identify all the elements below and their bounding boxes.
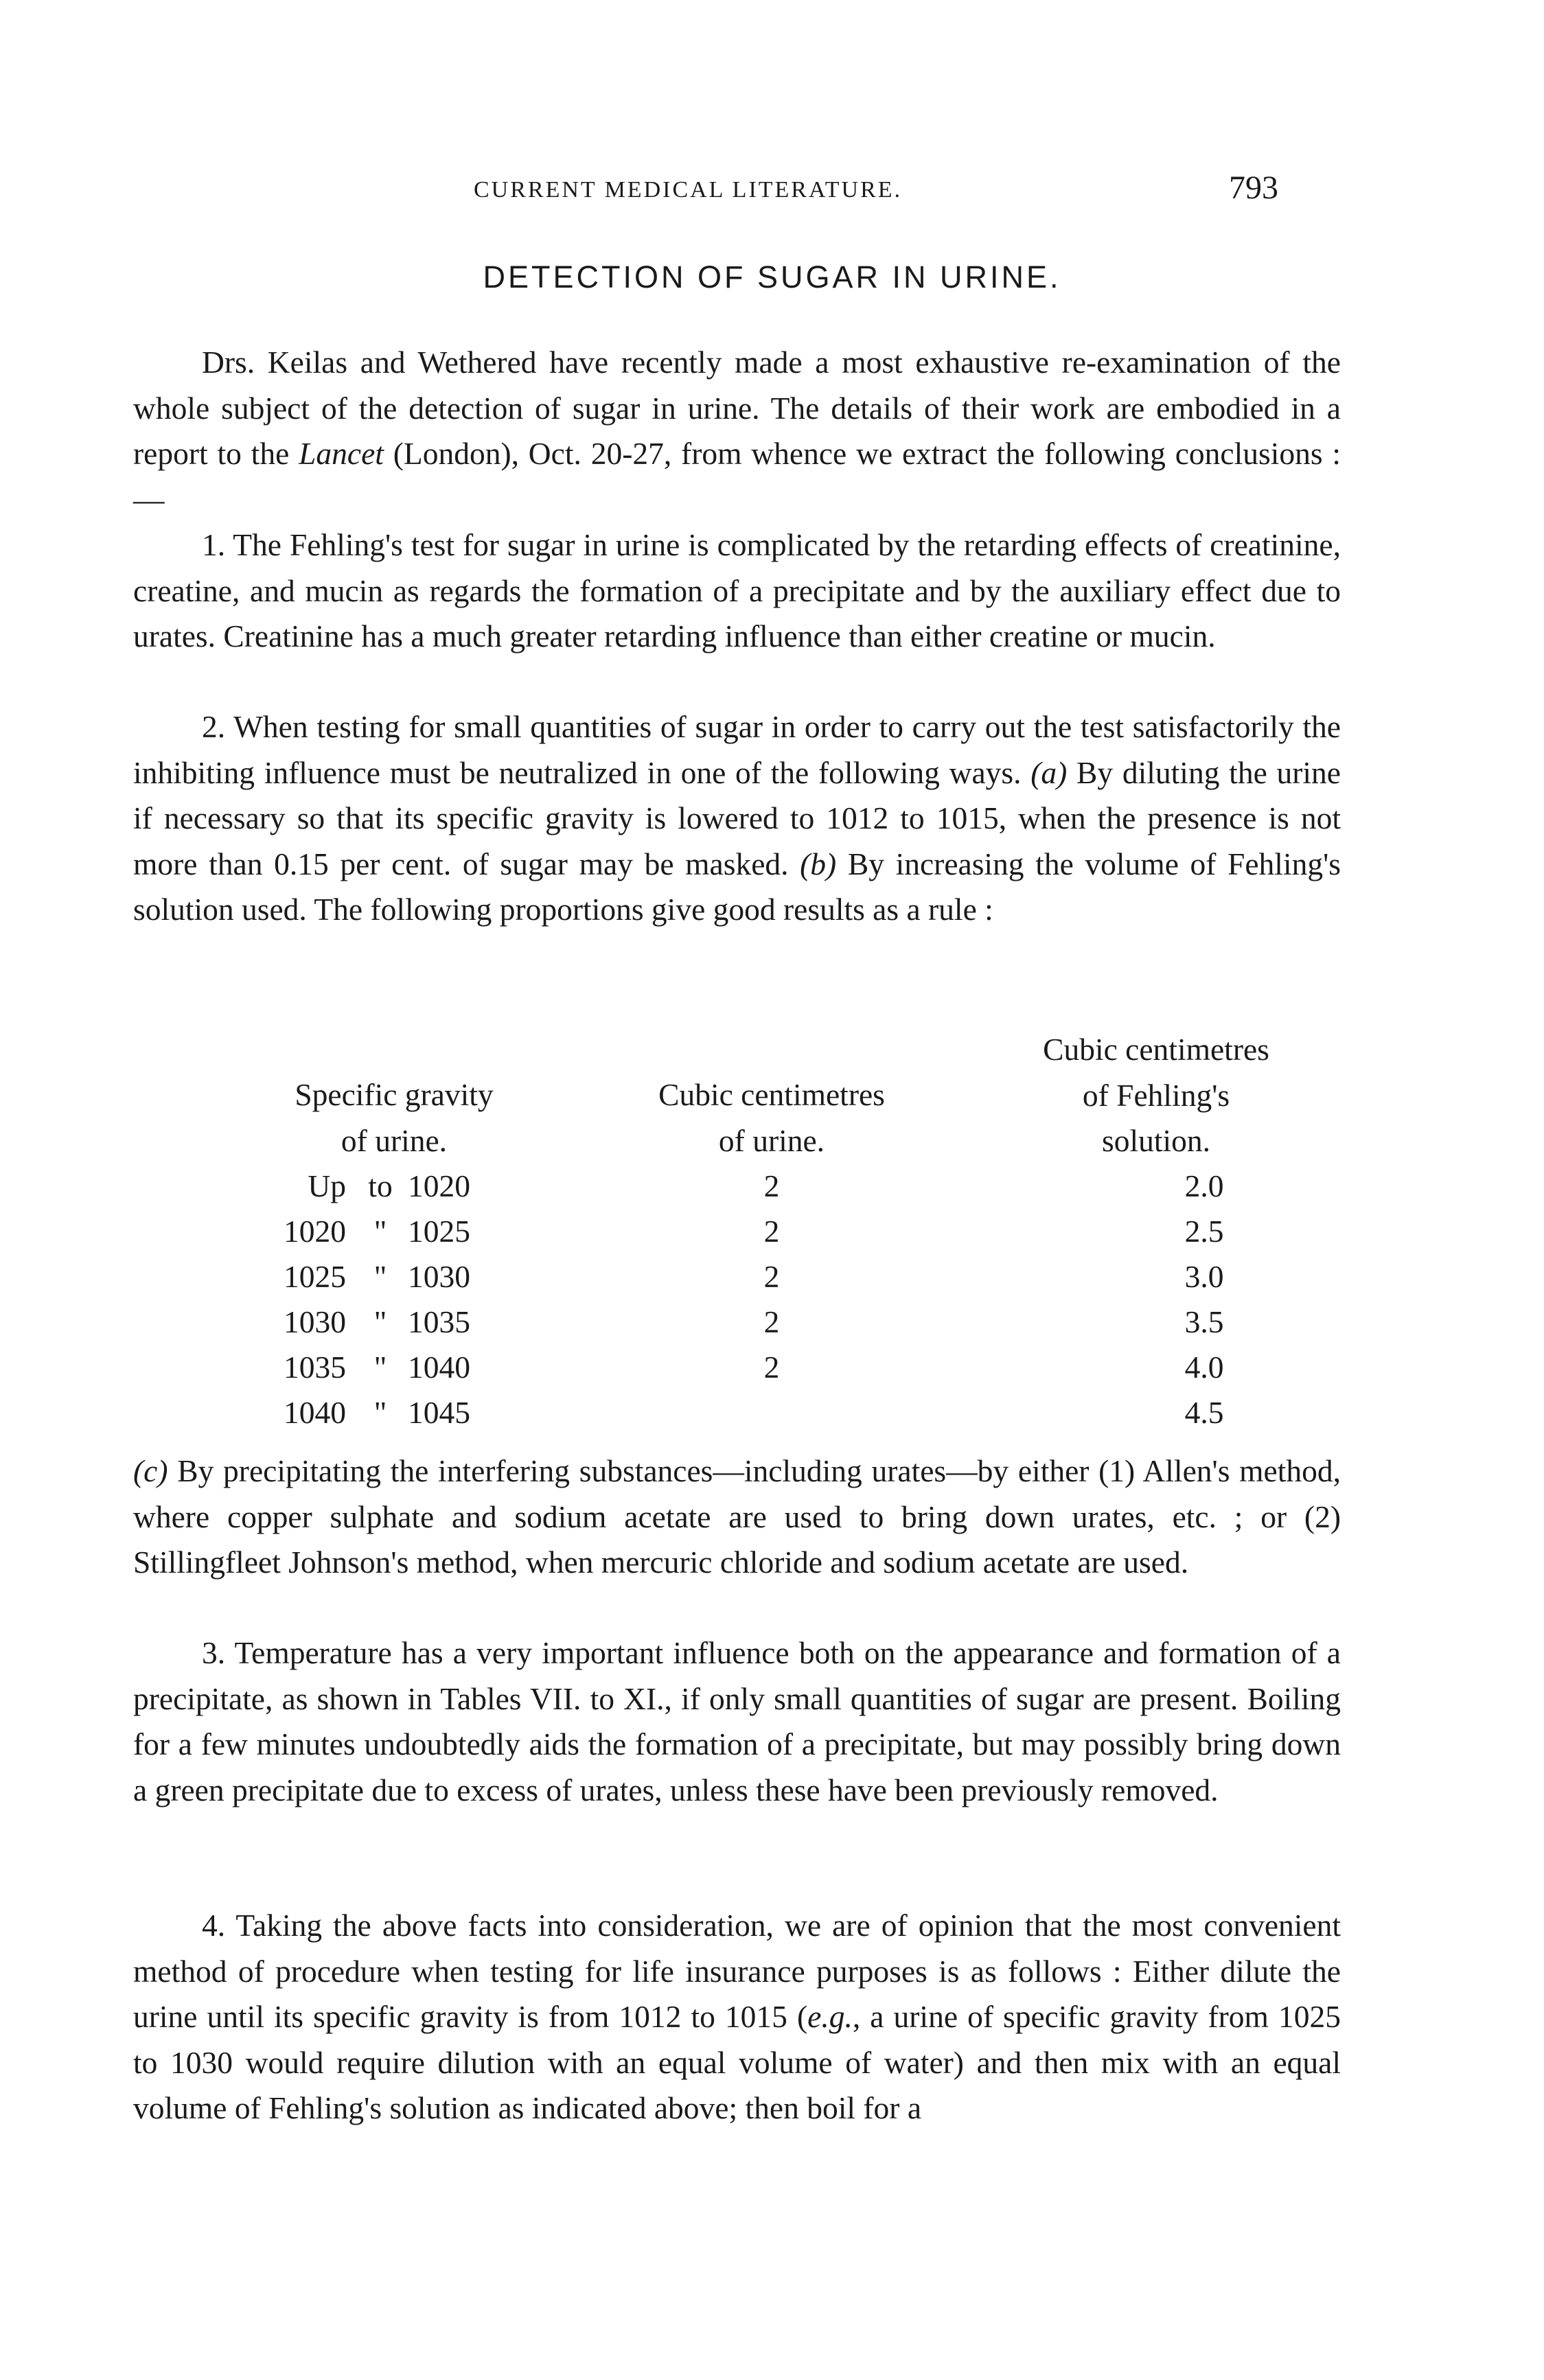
header-cc-urine: [614, 1072, 930, 1164]
conclusion-3: 3. Temperature has a very important influence both on the appearance and formation of a precipitate, as shown in Tables VII. to XI., if only small quantities of sugar are present. Boiling for a few minutes undoubtedly aids the formation of a precipitate, but may possibly bring down a green precipitate due to excess of urates, unless these have been previously removed.: [133, 1635, 1341, 1807]
header-line: Specific gravity: [295, 1077, 494, 1112]
header-line: solution.: [1101, 1123, 1210, 1158]
cc-urine: 2: [763, 1304, 780, 1339]
cc-fehling: 4.5: [1184, 1395, 1224, 1430]
gravity-separator: ": [373, 1350, 387, 1385]
gravity-from: 1030: [284, 1304, 346, 1339]
gravity-separator: to: [368, 1168, 393, 1203]
gravity-to: 1020: [408, 1168, 470, 1203]
cc-urine: 2: [763, 1259, 780, 1294]
conclusion-4-text-1: 4. Taking the above facts into consideration, we are of opinion that the most convenient method of procedure when testing for life insurance purposes is as follows : Either dilute the urine until its specific gravity is from 1012 to 1015 (: [133, 1908, 1341, 2034]
eg-abbrev: e.g.: [807, 1999, 853, 2034]
label-a: (a): [1030, 754, 1068, 790]
header-line: of urine.: [718, 1122, 825, 1158]
cc-fehling: 3.5: [1184, 1304, 1224, 1339]
running-header: CURRENT MEDICAL LITERATURE.: [474, 177, 903, 203]
gravity-to: 1040: [408, 1350, 470, 1385]
table-row: [133, 1345, 1341, 1391]
table-row: [133, 1254, 1341, 1300]
gravity-from: 1040: [284, 1395, 346, 1430]
gravity-from: Up: [308, 1168, 346, 1203]
conclusion-4-text-2: , a urine of specific gravity from 1025 to 1030 would require dilution with an equal volume of water) and then mix with an equal volume of Fehling's solution as indicated above; then boil for a: [133, 1999, 1341, 2125]
header-cc-fehling: [998, 1027, 1314, 1164]
gravity-separator: ": [373, 1259, 387, 1294]
journal-name: Lancet: [299, 436, 384, 471]
header-line: Cubic centimetres: [1043, 1032, 1269, 1067]
conclusion-2-text-1: 2. When testing for small quantities of sugar in order to carry out the test satisfactorily the inhibiting influence must be neutralized in one of the following ways.: [133, 709, 1341, 790]
conclusion-2c-text: By precipitating the interfering substances—including urates—by either (1) Allen's method, where copper sulphate and sodium acetate are used to bring down urates, etc. ; or (2) Stillingfleet Johnson's method, when mercuric chloride and sodium acetate are used.: [133, 1453, 1341, 1580]
gravity-separator: ": [373, 1304, 387, 1339]
cc-fehling: 4.0: [1184, 1350, 1224, 1385]
gravity-to: 1045: [408, 1395, 470, 1430]
header-line: Cubic centimetres: [658, 1077, 885, 1112]
cc-fehling: 2.0: [1184, 1168, 1224, 1203]
article-title: DETECTION OF SUGAR IN URINE.: [483, 259, 1061, 294]
gravity-to: 1025: [408, 1214, 470, 1249]
gravity-separator: ": [373, 1214, 387, 1249]
cc-urine: 2: [763, 1214, 780, 1249]
cc-fehling: 2.5: [1184, 1214, 1224, 1249]
table-row: [133, 1164, 1341, 1210]
conclusion-2c: [133, 1448, 1341, 1586]
header-line: of Fehling's: [1082, 1077, 1230, 1113]
gravity-to: 1035: [408, 1304, 470, 1339]
gravity-from: 1035: [284, 1350, 346, 1385]
conclusion-1: 1. The Fehling's test for sugar in urine is complicated by the retarding effects of creatinine, creatine, and mucin as regards the formation of a precipitate and by the auxiliary effect due to urates. Creatinine has a much greater retarding influence than either creatine or mucin.: [133, 527, 1341, 654]
label-c: (c): [133, 1453, 168, 1488]
intro-text-1: Drs. Keilas and Wethered have recently made a most exhaustive re-examination of the whole subject of the detection of sugar in urine. The details of their work are embodied in a report to the: [133, 345, 1341, 471]
gravity-from: 1025: [284, 1259, 346, 1294]
conclusion-4: [133, 1903, 1341, 2131]
cc-fehling: 3.0: [1184, 1259, 1224, 1294]
conclusion-2: [133, 704, 1341, 933]
label-b: (b): [800, 846, 837, 881]
gravity-from: 1020: [284, 1214, 346, 1249]
table-row: [133, 1299, 1341, 1345]
cc-urine: 2: [763, 1350, 780, 1385]
intro-text-2: (London), Oct. 20-27, from whence we extract the following conclusions :—: [133, 436, 1341, 517]
header-specific-gravity: [236, 1072, 552, 1164]
conclusion-2-text-3: By increasing the volume of Fehling's solution used. The following proportions give good results as a rule :: [133, 846, 1341, 927]
conclusion-2-text-2: By diluting the urine if necessary so that its specific gravity is lowered to 1012 to 1015, when the presence is not more than 0.15 per cent. of sugar may be masked.: [133, 754, 1341, 881]
header-line: of urine.: [341, 1122, 448, 1158]
gravity-separator: ": [373, 1395, 387, 1430]
page-number: 793: [1229, 170, 1278, 206]
table-row: [133, 1209, 1341, 1255]
intro-paragraph: [133, 340, 1341, 522]
cc-urine: 2: [763, 1168, 780, 1203]
table-row: [133, 1390, 1341, 1436]
gravity-to: 1030: [408, 1259, 470, 1294]
